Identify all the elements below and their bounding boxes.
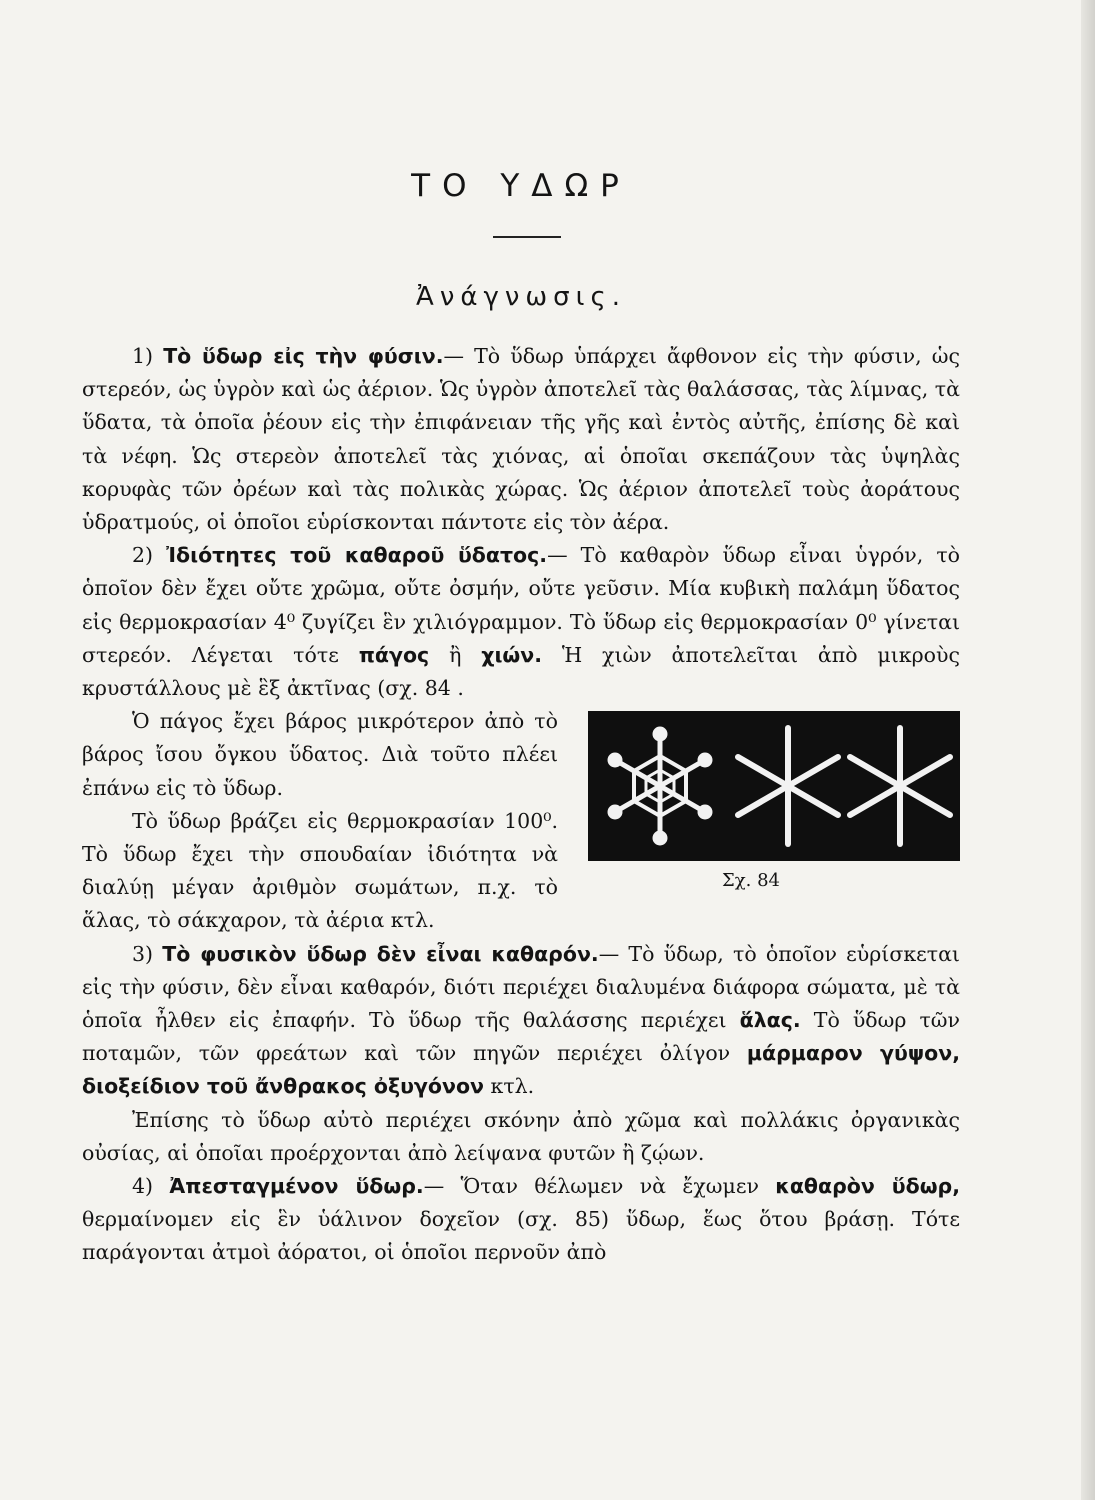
term-pure-water: καθαρὸν ὕδωρ, [775,1174,960,1199]
term-pagos: πάγος [358,642,430,667]
term-minerals: μάρμαρον γύψον, διοξείδιον τοῦ ἄνθρακος ὀξυγόνον [82,1041,960,1099]
paragraph-text: Ἡ χιὼν ἀποτελεῖται ἀπὸ μικροὺς κρυστάλλους μὲ ἓξ ἀκτῖνας (σχ. 84 . [82,642,960,701]
paragraph-1 [82,340,960,539]
snowflake-icon [850,728,950,844]
paragraph-3: Ὁ πάγος ἔχει βάρος μικρότερον ἀπὸ τὸ βάρος ἴσου ὄγκου ὕδατος. Διὰ τοῦτο πλέει ἐπάνω εἰς τὸ ὕδωρ. [82,709,558,800]
figure-84 [588,711,960,891]
section-number: 4) [132,1174,154,1199]
snowflake-image [588,711,960,861]
snowflake-icon [738,728,838,844]
paragraph-7 [82,1170,960,1270]
section-heading: Ἰδιότητες τοῦ καθαροῦ ὕδατος. [166,543,548,568]
paragraph-text: — Τὸ καθαρὸν ὕδωρ εἶναι ὑγρόν, τὸ ὁποῖον δὲν ἔχει οὔτε χρῶμα, οὔτε ὀσμήν, οὔτε γεῦσιν. Μία κυβικὴ παλάμη ὕδατος εἰς θερμοκρασίαν 4⁰ ζυγίζει ἓν χιλιόγραμμον. Τὸ ὕδωρ εἰς θερμοκρασίαν 0⁰ γίνεται στερεόν. Λέγεται τότε [82,543,961,667]
title-rule [493,236,561,238]
term-halas: ἅλας. [739,1008,801,1033]
snowflake-icon [610,729,710,843]
paragraph-text: Τὸ ὕδωρ τῶν ποταμῶν, τῶν φρεάτων καὶ τῶν πηγῶν περιέχει ὀλίγον [82,1008,960,1066]
paragraph-text: — Ὅταν θέλωμεν νὰ ἔχωμεν [423,1174,759,1199]
chapter-title: ΤΟ ΥΔΩΡ [411,168,631,204]
paragraph-2 [82,539,960,705]
paragraph-text: — Τὸ ὕδωρ, τὸ ὁποῖον εὑρίσκεται εἰς τὴν φύσιν, δὲν εἶναι καθαρόν, διότι περιέχει διαλυμένα διάφορα σώματα, μὲ τὰ ὁποῖα ἦλθεν εἰς ἐπαφήν. Τὸ ὕδωρ τῆς θαλάσσης περιέχει [82,941,960,1033]
conjunction: ἢ [449,642,462,667]
paragraph-text: κτλ. [490,1074,535,1099]
section-number: 2) [132,543,154,568]
section-number: 3) [132,941,154,966]
section-heading: Τὸ ὕδωρ εἰς τὴν φύσιν. [163,344,444,368]
paragraph-5 [82,938,960,1104]
section-subtitle: Ἀνάγνωσις. [416,282,626,312]
paragraph-6: Ἐπίσης τὸ ὕδωρ αὐτὸ περιέχει σκόνην ἀπὸ χῶμα καὶ πολλάκις ὀργανικὰς οὐσίας, αἱ ὁποῖαι προέρχονται ἀπὸ λείψανα φυτῶν ἢ ζῴων. [82,1107,960,1165]
paragraph-text: θερμαίνομεν εἰς ἓν ὑάλινον δοχεῖον (σχ. 85) ὕδωρ, ἕως ὅτου βράσῃ. Τότε παράγονται ἀτμοὶ ἀόρατοι, οἱ ὁποῖοι περνοῦν ἀπὸ [82,1207,960,1265]
paragraph-4: Τὸ ὕδωρ βράζει εἰς θερμοκρασίαν 100⁰. Τὸ ὕδωρ ἔχει τὴν σπουδαίαν ἰδιότητα νὰ διαλύῃ μέγαν ἀριθμὸν σωμάτων, π.χ. τὸ ἅλας, τὸ σάκχαρον, τὰ ἀέρια κτλ. [82,808,558,933]
section-heading: Τὸ φυσικὸν ὕδωρ δὲν εἶναι καθαρόν. [162,941,599,966]
body-text [82,340,960,1270]
term-chion: χιών. [481,642,542,667]
page-edge [1081,0,1095,1500]
section-heading: Ἀπεσταγμένον ὕδωρ. [169,1174,424,1199]
section-number: 1) [132,344,154,368]
paragraph-text: — Τὸ ὕδωρ ὑπάρχει ἄφθονον εἰς τὴν φύσιν, ὡς στερεόν, ὡς ὑγρὸν καὶ ὡς ἀέριον. Ὡς ὑγρὸν ἀποτελεῖ τὰς θαλάσσας, τὰς λίμνας, τὰ ὕδατα, τὰ ὁποῖα ῥέουν εἰς τὴν ἐπιφάνειαν τῆς γῆς καὶ ἐντὸς αὐτῆς, ἐπίσης δὲ καὶ τὰ νέφη. Ὡς στερεὸν ἀποτελεῖ τὰς χιόνας, αἱ ὁποῖαι σκεπάζουν τὰς ὑψηλὰς κορυφὰς τῶν ὀρέων καὶ τὰς πολικὰς χώρας. Ὡς ἀέριον ἀποτελεῖ τοὺς ἀοράτους ὑδρατμούς, οἱ ὁποῖοι εὑρίσκονται πάντοτε εἰς τὸν ἀέρα. [82,344,960,535]
figure-caption: Σχ. 84 [722,870,780,892]
